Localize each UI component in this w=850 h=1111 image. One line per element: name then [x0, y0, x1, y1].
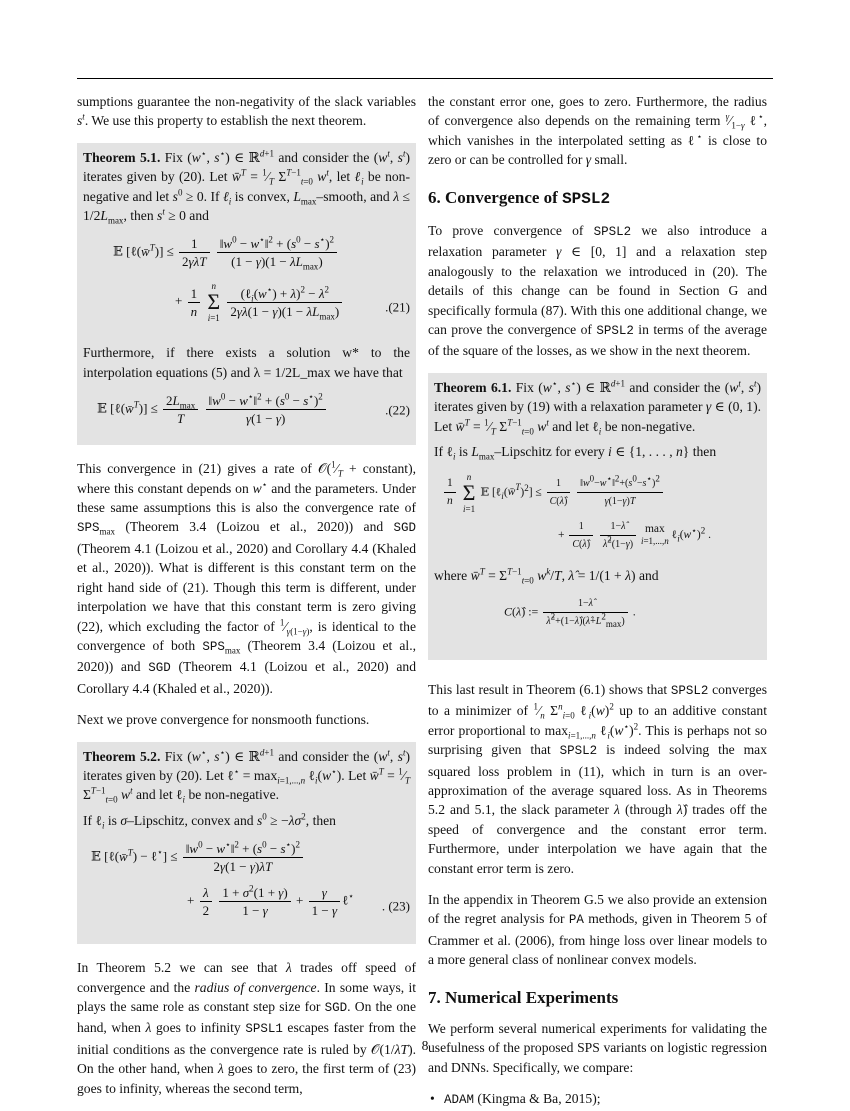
theorem-6-1-statement: Theorem 6.1. Fix (w⋆, s⋆) ∈ ℝ$^{d+1}$ and consider the ($w^t$, $s^t$) iterates given by (19) with a relaxation parameter γ ∈ (0, 1). Let w̄$^T$ = $^1⁄_T$ $\Sigma^{T-1}_{t=0}$ $w^t$ and let ℓ$_i$ be non-negative.: [434, 378, 761, 437]
paragraph-constant-error: the constant error one, goes to zero. Furthermore, the radius of convergence also depends on the remaining term $^\gamma⁄_{1-\gamma}$ ℓ⋆, which vanishes in the interpolated setting as ℓ⋆ is close to zero or can be controlled for γ small.: [428, 94, 767, 168]
theorem-6-1-where: where w̄$^T$ = $\Sigma^{T-1}_{t=0}$ $w^k/T$, λ̂ = 1/(1 + λ) and: [434, 565, 659, 586]
section-heading-6: 6. Convergence of SPSL2: [428, 187, 611, 208]
paragraph-theorem-6-1-discussion: This last result in Theorem (6.1) shows that SPSL2 converges to a minimizer of $^1⁄_n$ $\Sigma^n_{i=0}$ $\ell_i(w)^2$ up to an additive constant error proportional to $\max_{i=1,...,n}$ $\ell_i(w^⋆)^2$. This is perhaps not so surprising given that SPSL2 is indeed solving the max squared loss problem in (11), which in turn is an over-approximation of the average squared loss. As in Theorems 5.2 and 5.1, the slack parameter λ (through λ̂) trades off the speed of convergence and the constant error term. Furthermore, under interpolation we have again that the constant error term is zero.: [428, 681, 767, 876]
equation-23: 𝔼 [ℓ(w̄$^T$) − ℓ⋆] ≤ $\frac{‖w^0 - w^⋆‖^2 + (s^0 - s^⋆)^2}{2\gamma(1 - \gamma)\lambda T}$ + $\frac{\lambda}{2}$ $\frac{1 + \sigma^2(1 + \gamma)}{1 - \gamma}$ + $\frac{\gamma}{1 - \gamma}$ ℓ⋆ . (23): [91, 839, 410, 919]
paragraph-rate-discussion: This convergence in (21) gives a rate of $𝒪(^1⁄_T$ + constant), where this constant depends on w⋆ and the parameters. Under these same assumptions this is also the convergence rate of $SPS_{max}$ (Theorem 3.4 (Loizou et al., 2020)) and SGD (Theorem 4.1 (Loizou et al., 2020) and Corollary 4.4 (Khaled et al., 2020)). What is different is this constant term on the right hand side of (21). Though this term is different, under interpolation we have that this constant term is zero giving (22), which excluding the factor of $^1⁄_{\gamma(1-\gamma)}$, is identical to the convergence of both $SPS_{max}$ (Theorem 3.4 (Loizou et al., 2020)) and SGD (Theorem 4.1 (Loizou et al., 2020) and Corollary 4.4 (Khaled et al., 2020)).: [77, 459, 417, 696]
equation-23-number: . (23): [381, 898, 410, 914]
paragraph-nonsmooth: Next we prove convergence for nonsmooth functions.: [77, 712, 370, 728]
paragraph-lambda-tradeoff: In Theorem 5.2 we can see that λ trades off speed of convergence and the radius of convergence. In some ways, it plays the same role as constant step size for SGD. On the one hand, when λ goes to infinity SPSL1 escapes faster from the initial conditions as the convergence rate is ruled by 𝒪(1/λT). On the other hand, when λ goes to zero, the first term of (23) goes to infinity, whereas the second term,: [77, 960, 416, 1096]
theorem-5-2: [77, 742, 416, 945]
equation-thm-6-1: $\frac{1}{n}$ n Σ i=1 𝔼 [ℓ$_i$(w̄$^T$)$^2$] ≤ $\frac{1}{C(\lambdâ)}$ $\frac{‖w^0-w^⋆‖^2+(s^0-s^⋆)^2}{\gamma(1-\gamma)T}$ + $\frac{1}{C(\lambdâ)}$ $\frac{1-\lambdâ}{\lambdâ^2(1-\gamma)}$ max i=1,...,n $\ell_i(w^⋆)^2$ .: [434, 472, 761, 556]
left-column: [77, 92, 416, 1110]
paragraph-regret-analysis: In the appendix in Theorem G.5 we also provide an extension of the regret analysis for PA methods, given in Theorem 5 of Crammer et al. (2006), from hinge loss over linear models to a more general class of nonlinear convex models.: [428, 891, 767, 968]
theorem-5-2-statement: Theorem 5.2. Fix (w⋆, s⋆) ∈ ℝ$^{d+1}$ and consider the ($w^t$, $s^t$) iterates given by (20). Let ℓ⋆ = $\max_{i=1,...,n}$ ℓ$_i$(w⋆). Let w̄$^T$ = $^1⁄_T$ $\Sigma^{T-1}_{t=0}$ $w^t$ and let ℓ$_i$ be non-negative.: [83, 747, 410, 806]
paragraph-experiments-intro: We perform several numerical experiments for validating the usefulness of the proposed SPS variants on logistic regression and DNNs. Specifically, we compare:: [428, 1021, 767, 1075]
theorem-6-1-lipschitz: If ℓ$_i$ is $L_{max}$–Lipschitz for every i ∈ {1, . . . , n} then: [434, 444, 717, 462]
equation-22: 𝔼 [ℓ(w̄$^T$)] ≤ $\frac{2L_{max}}{T}$ $\frac{‖w^0 - w^⋆‖^2 + (s^0 - s^⋆)^2}{\gamma(1 - \gamma)}$ .(22): [97, 391, 410, 427]
theorem-5-1-furthermore: Furthermore, if there exists a solution w* to the interpolation equations (5) and λ = 1/2L_max we have that: [83, 345, 410, 380]
right-column: [428, 92, 767, 1111]
theorem-5-1-statement: Theorem 5.1. Fix (w⋆, s⋆) ∈ ℝ$^{d+1}$ and consider the ($w^t$, $s^t$) iterates given by (20). Let w̄$^T$ = $^1⁄_T$ $\Sigma^{T-1}_{t=0}$ $w^t$, let ℓ$_i$ be non-negative and let $s^0 \ge 0$. If ℓ$_i$ is convex, $L_{max}$–smooth, and $\lambda \le 1/2L_{max}$, then $s^t \ge 0$ and: [83, 148, 410, 226]
theorem-5-1: [77, 143, 416, 445]
list-item: • ADAM (Kingma & Ba, 2015);: [428, 1089, 767, 1110]
section-heading-7: 7. Numerical Experiments: [428, 987, 619, 1007]
header-rule: [77, 78, 773, 79]
page-number: 8: [421, 1038, 429, 1053]
equation-21-number: .(21): [385, 299, 410, 315]
theorem-5-2-lipschitz: If ℓ$_i$ is σ–Lipschitz, convex and $s^0 \ge -\lambda\sigma^2$, then: [83, 811, 336, 831]
paragraph-intro: sumptions guarantee the non-negativity of the slack variables $s^t$. We use this property to establish the next theorem.: [77, 94, 416, 129]
theorem-6-1: [428, 373, 767, 660]
paragraph-spsl2-intro: To prove convergence of SPSL2 we also introduce a relaxation parameter γ ∈ [0, 1] and a relaxation step analogously to the relaxation we introduced in (20). The details of this change can be found in Section G and specifically formula (87). With this one additional change, we can prove the convergence of SPSL2 in terms of the average of the square of the losses, as we show in the next theorem.: [428, 223, 768, 359]
equation-c-lambda: C(λ̂) := $\frac{1-\lambdâ}{\lambdâ^2+(1-\lambdâ)(\lambdâ+L^2_{max})}$ .: [434, 595, 761, 630]
equation-22-number: .(22): [385, 402, 410, 418]
equation-21: 𝔼 [ℓ(w̄$^T$)] ≤ $\frac{1}{\text{2γλT}}$ $\frac{‖w^0 - w^⋆‖^2 + (s^0 - s^⋆)^2}{(1 - \gamma)(1 - \lambda L_{max})}$ + $\frac{1}{n}$ n Σ i=1 $\frac{(\ell_i(w^⋆) + \lambda)^2 - \lambda^2}{2\gamma\lambda(1 - \gamma)(1 - \lambda L_{max})}$ .(21): [113, 235, 410, 324]
